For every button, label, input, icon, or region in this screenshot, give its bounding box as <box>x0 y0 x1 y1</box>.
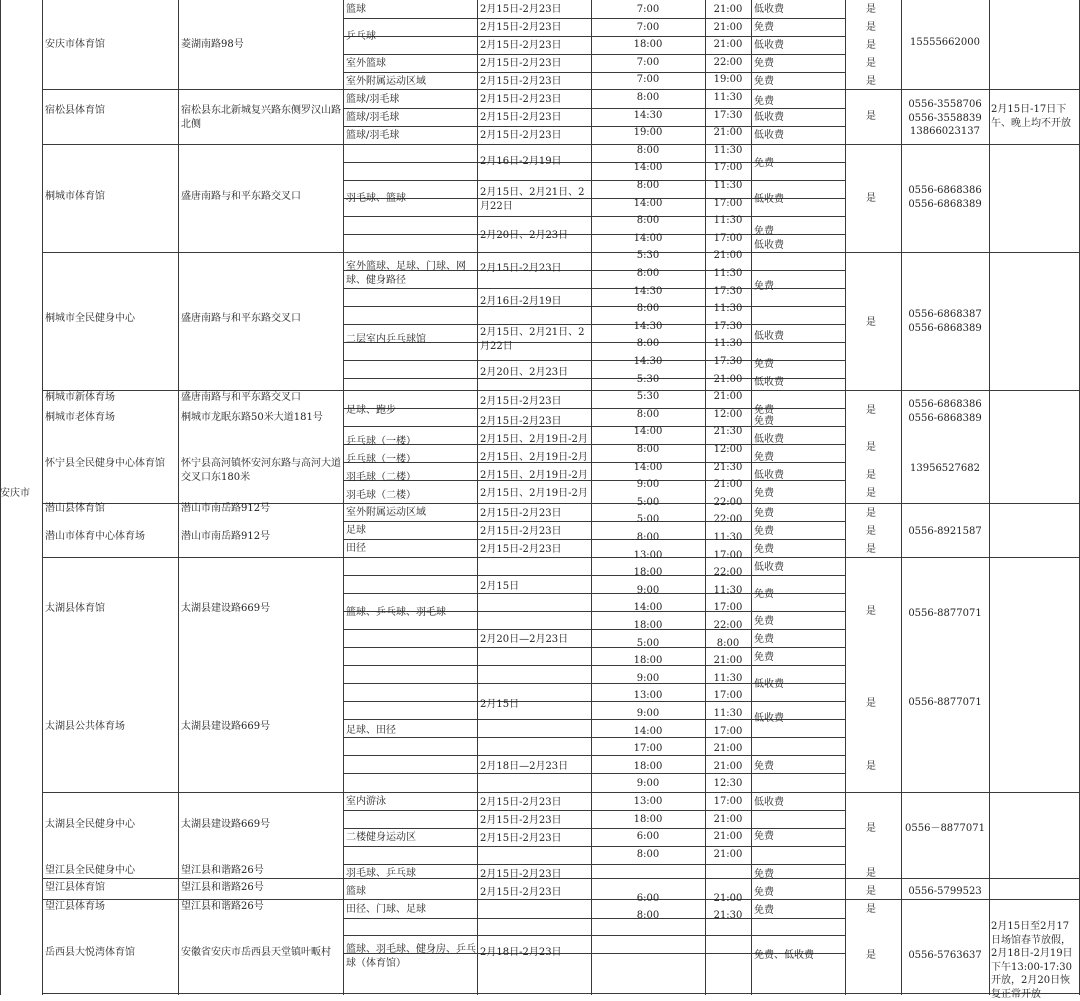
date-range: 2月20日、2月23日 <box>480 367 569 378</box>
fee-type: 低收费 <box>754 40 784 51</box>
open-time: 8:00 <box>636 92 660 103</box>
fee-type: 低收费 <box>754 4 784 15</box>
venue-phone: 0556-6868386 0556-6868389 <box>908 399 982 424</box>
close-time: 17:30 <box>713 356 743 367</box>
fee-type: 免费 <box>754 58 774 69</box>
grid-line <box>42 252 1080 253</box>
grid-line <box>343 810 845 811</box>
project-label: 羽毛球、篮球 <box>346 193 406 204</box>
venue-address: 潜山市南岳路912号 <box>181 531 271 542</box>
open-flag: 是 <box>866 508 876 519</box>
open-time: 14:00 <box>633 461 663 473</box>
venue-name: 太湖县全民健身中心 <box>45 819 135 830</box>
close-time: 17:00 <box>713 232 743 244</box>
close-time: 17:00 <box>713 602 743 614</box>
project-label: 室外附属运动区域 <box>346 76 426 87</box>
close-time: 17:00 <box>713 162 743 174</box>
open-time: 5:30 <box>636 391 660 403</box>
grid-line <box>989 0 990 995</box>
venue-note: 2月15日-17日下午、晚上均不开放 <box>991 104 1071 129</box>
date-range: 2月15日-2月23日 <box>480 4 562 15</box>
date-range: 2月15日、2月19日-2月 <box>480 434 588 445</box>
venue-phone: 0556－8877071 <box>905 823 985 834</box>
open-time: 8:00 <box>636 338 660 350</box>
open-flag: 是 <box>866 698 876 709</box>
date-range: 2月15日-2月23日 <box>480 869 562 880</box>
open-flag: 是 <box>866 40 876 51</box>
date-range: 2月15日-2月23日 <box>480 396 562 407</box>
project-label: 二楼健身运动区 <box>346 832 416 843</box>
date-range: 2月15日-2月23日 <box>480 833 562 844</box>
grid-line <box>42 792 1080 793</box>
open-time: 14:00 <box>633 725 663 737</box>
venue-phone: 0556-8877071 <box>908 697 982 708</box>
date-range: 2月15日-2月23日 <box>480 94 562 105</box>
fee-type: 免费 <box>754 652 774 663</box>
fee-type: 免费 <box>754 416 774 427</box>
grid-line <box>42 89 1080 90</box>
project-label: 乒乓球 <box>346 31 376 42</box>
date-range: 2月15日、2月19日-2月 <box>480 488 588 499</box>
date-range: 2月15日-2月23日 <box>480 544 562 555</box>
fee-type: 免费 <box>754 226 774 237</box>
open-time: 18:00 <box>633 813 663 825</box>
project-label: 乒乓球（一楼） <box>346 436 416 447</box>
project-label: 足球 <box>346 525 366 536</box>
fee-type: 低收费 <box>754 112 784 123</box>
venue-note: 2月15日至2月17日场馆春节放假，2月18日-2月19日下午13:00-17:30开放，2月20日恢复正常开放 <box>991 921 1073 1000</box>
close-time: 21:00 <box>713 813 743 825</box>
close-time: 21:00 <box>713 831 743 843</box>
fee-type: 免费 <box>754 869 774 880</box>
close-time: 17:30 <box>713 320 743 332</box>
project-label: 篮球、羽毛球、健身房、乒乓球（体育馆） <box>346 944 476 969</box>
project-label: 羽毛球、乒乓球 <box>346 868 416 879</box>
venue-name: 安庆市体育馆 <box>45 39 105 50</box>
venue-address: 盛唐南路与和平东路交叉口 <box>181 392 301 403</box>
project-label: 篮球/羽毛球 <box>346 94 400 105</box>
open-time: 14:00 <box>633 162 663 174</box>
fee-type: 免费 <box>754 589 774 600</box>
fee-type: 免费 <box>754 905 774 916</box>
close-time: 21:00 <box>713 760 743 772</box>
open-flag: 是 <box>866 544 876 555</box>
grid-line <box>901 0 902 995</box>
venue-address: 宿松县东北新城复兴路东侧罗汉山路北侧 <box>181 105 341 130</box>
date-range: 2月15日-2月23日 <box>480 887 562 898</box>
venue-name: 桐城市老体育场 <box>45 412 115 423</box>
fee-type: 低收费 <box>754 240 784 251</box>
grid-line <box>845 0 846 995</box>
date-range: 2月15日-2月23日 <box>480 40 562 51</box>
open-time: 5:00 <box>636 637 660 649</box>
close-time: 21:00 <box>713 391 743 403</box>
open-flag: 是 <box>866 488 876 499</box>
open-flag: 是 <box>866 58 876 69</box>
venue-address: 安徽省安庆市岳西县天堂镇叶畈村 <box>181 947 331 958</box>
fee-type: 免费 <box>754 526 774 537</box>
open-time: 8:00 <box>636 180 660 191</box>
project-label: 篮球、乒乓球、羽毛球 <box>346 607 446 618</box>
open-flag: 是 <box>866 823 876 834</box>
open-time: 5:30 <box>636 373 660 385</box>
venue-name: 太湖县公共体育场 <box>45 721 125 732</box>
venue-address: 菱湖南路98号 <box>181 39 244 50</box>
grid-line <box>343 935 845 936</box>
grid-line <box>343 828 845 829</box>
open-time: 5:30 <box>636 250 660 262</box>
date-range: 2月15日-2月23日 <box>480 112 562 123</box>
fee-type: 低收费 <box>754 679 784 690</box>
open-time: 14:00 <box>633 602 663 614</box>
close-time: 17:30 <box>713 109 743 121</box>
fee-type: 免费 <box>754 831 774 842</box>
close-time: 11:30 <box>713 215 743 227</box>
open-flag: 是 <box>866 470 876 481</box>
venue-name: 怀宁县全民健身中心体育馆 <box>45 458 165 469</box>
project-label: 足球、跑步 <box>346 405 396 416</box>
close-time: 17:00 <box>713 725 743 737</box>
open-time: 18:00 <box>633 620 663 631</box>
close-time: 21:00 <box>713 39 743 51</box>
venue-address: 太湖县建设路669号 <box>181 819 271 830</box>
grid-line <box>343 18 845 19</box>
close-time: 21:00 <box>713 373 743 385</box>
date-range: 2月15日-2月23日 <box>480 508 562 519</box>
close-time: 17:00 <box>713 796 743 807</box>
open-flag: 是 <box>866 22 876 33</box>
project-label: 田径 <box>346 543 366 554</box>
project-label: 二层室内乒乓球馆 <box>346 334 426 345</box>
close-time: 11:30 <box>713 144 743 156</box>
date-range: 2月15日-2月23日 <box>480 416 562 427</box>
close-time: 21:00 <box>713 21 743 33</box>
close-time: 11:30 <box>713 338 743 350</box>
fee-type: 免费 <box>754 488 774 499</box>
close-time: 21:00 <box>713 892 743 904</box>
date-range: 2月15日、2月21日、2月22日 <box>480 327 585 352</box>
date-range: 2月15日、2月19日-2月 <box>480 470 588 481</box>
fee-type: 免费 <box>754 508 774 519</box>
close-time: 12:30 <box>713 778 743 790</box>
close-time: 21:00 <box>713 250 743 262</box>
open-time: 7:00 <box>636 21 660 33</box>
project-label: 室外篮球 <box>346 58 386 69</box>
grid-line <box>42 144 1080 145</box>
fee-type: 免费 <box>754 544 774 555</box>
fee-type: 低收费 <box>754 562 784 573</box>
fee-type: 低收费 <box>754 130 784 141</box>
open-time: 7:00 <box>636 74 660 86</box>
project-label: 篮球 <box>346 886 366 897</box>
close-time: 11:30 <box>713 532 743 543</box>
open-flag: 是 <box>866 442 876 453</box>
venue-name: 桐城市新体育场 <box>45 392 115 403</box>
open-time: 14:00 <box>633 197 663 209</box>
fee-type: 免费、低收费 <box>754 950 814 961</box>
open-flag: 是 <box>866 761 876 772</box>
open-time: 6:00 <box>636 892 660 904</box>
open-flag: 是 <box>866 904 876 915</box>
venue-name: 桐城市体育馆 <box>45 191 105 202</box>
open-time: 8:00 <box>636 444 660 455</box>
fee-type: 低收费 <box>754 713 784 724</box>
open-time: 14:30 <box>633 320 663 332</box>
open-flag: 是 <box>866 193 876 204</box>
date-range: 2月15日-2月23日 <box>480 815 562 826</box>
open-time: 9:00 <box>636 708 660 719</box>
fee-type: 免费 <box>754 22 774 33</box>
open-time: 9:00 <box>636 584 660 596</box>
open-flag: 是 <box>866 526 876 537</box>
fee-type: 免费 <box>754 76 774 87</box>
fee-type: 低收费 <box>754 331 784 342</box>
venue-phone: 0556-3558706 0556-3558839 13866023137 <box>908 99 982 137</box>
open-time: 7:00 <box>636 56 660 68</box>
open-time: 8:00 <box>636 910 660 922</box>
open-time: 17:00 <box>633 743 663 755</box>
close-time: 17:00 <box>713 690 743 702</box>
project-label: 室外篮球、足球、门球、网球、健身路径 <box>346 261 466 286</box>
open-flag: 是 <box>866 4 876 15</box>
venue-address: 桐城市龙眠东路50米大道181号 <box>181 412 323 423</box>
venue-phone: 0556-5799523 <box>908 886 982 897</box>
venue-name: 太湖县体育馆 <box>45 603 105 614</box>
close-time: 21:00 <box>713 4 743 15</box>
close-time: 17:00 <box>713 197 743 209</box>
fee-type: 免费 <box>754 887 774 898</box>
close-time: 21:30 <box>713 461 743 473</box>
close-time: 21:00 <box>713 479 743 491</box>
date-range: 2月16日-2月19日 <box>480 296 562 307</box>
open-flag: 是 <box>866 606 876 617</box>
grid-line <box>42 0 43 995</box>
project-label: 乒乓球（一楼） <box>346 454 416 465</box>
open-time: 18:00 <box>633 655 663 667</box>
date-range: 2月15日、2月21日、2月22日 <box>480 187 585 212</box>
date-range: 2月15日-2月23日 <box>480 263 562 274</box>
date-range: 2月15日-2月23日 <box>480 76 562 87</box>
fee-type: 免费 <box>754 452 774 463</box>
venue-phone: 15555662000 <box>910 37 980 48</box>
fee-type: 低收费 <box>754 377 784 388</box>
date-range: 2月15日、2月19日-2月 <box>480 452 588 463</box>
city-label: 安庆市 <box>0 488 30 499</box>
close-time: 21:30 <box>713 426 743 438</box>
grid-line <box>42 993 1080 994</box>
open-flag: 是 <box>866 950 876 961</box>
project-label: 篮球 <box>346 4 366 15</box>
open-time: 14:30 <box>633 109 663 121</box>
venue-phone: 13956527682 <box>910 463 980 474</box>
close-time: 12:00 <box>713 444 743 455</box>
close-time: 11:30 <box>713 584 743 596</box>
venue-name: 望江县全民健身中心 <box>45 865 135 876</box>
open-time: 13:00 <box>633 796 663 807</box>
close-time: 11:30 <box>713 92 743 103</box>
close-time: 21:00 <box>713 848 743 860</box>
fee-type: 免费 <box>754 634 774 645</box>
open-time: 18:00 <box>633 760 663 772</box>
open-time: 8:00 <box>636 408 660 420</box>
venue-address: 盛唐南路与和平东路交叉口 <box>181 191 301 202</box>
close-time: 19:00 <box>713 74 743 86</box>
close-time: 11:30 <box>713 268 743 279</box>
date-range: 2月20日、2月23日 <box>480 230 569 241</box>
date-range: 2月15日-2月23日 <box>480 22 562 33</box>
open-time: 18:00 <box>633 39 663 51</box>
open-time: 14:30 <box>633 356 663 367</box>
close-time: 12:00 <box>713 408 743 420</box>
date-range: 2月15日 <box>480 699 520 710</box>
open-time: 5:00 <box>636 496 660 508</box>
open-time: 9:00 <box>636 778 660 790</box>
close-time: 22:00 <box>713 620 743 631</box>
project-label: 田径、门球、足球 <box>346 904 426 915</box>
close-time: 21:00 <box>713 655 743 667</box>
open-time: 13:00 <box>633 690 663 702</box>
close-time: 21:30 <box>713 910 743 922</box>
close-time: 8:00 <box>716 637 740 649</box>
venue-address: 太湖县建设路669号 <box>181 721 271 732</box>
close-time: 21:00 <box>713 743 743 755</box>
date-range: 2月15日-2月23日 <box>480 797 562 808</box>
venue-name: 潜山市体育中心体育场 <box>45 531 145 542</box>
fee-type: 免费 <box>754 96 774 107</box>
open-flag: 是 <box>866 111 876 122</box>
fee-type: 免费 <box>754 616 774 627</box>
venue-name: 望江县体育场 <box>45 901 105 912</box>
date-range: 2月18日-2月23日 <box>480 947 562 958</box>
venue-phone: 0556-6868386 0556-6868389 <box>908 185 982 210</box>
open-time: 6:00 <box>636 831 660 843</box>
fee-type: 免费 <box>754 158 774 169</box>
open-time: 14:00 <box>633 426 663 438</box>
fee-type: 免费 <box>754 281 774 292</box>
open-time: 19:00 <box>633 127 663 139</box>
venue-phone: 0556-5763637 <box>908 950 982 961</box>
close-time: 11:30 <box>713 180 743 191</box>
venue-phone: 0556-8921587 <box>908 526 982 537</box>
date-range: 2月15日 <box>480 581 520 592</box>
open-time: 13:00 <box>633 549 663 561</box>
fee-type: 免费 <box>754 761 774 772</box>
project-label: 篮球/羽毛球 <box>346 130 400 141</box>
venue-name: 宿松县体育馆 <box>45 105 105 116</box>
project-label: 足球、田径 <box>346 725 396 736</box>
open-time: 7:00 <box>636 4 660 15</box>
project-label: 羽毛球（二楼） <box>346 490 416 501</box>
venue-phone: 0556-8877071 <box>908 608 982 619</box>
venue-name: 望江县体育馆 <box>45 882 105 893</box>
venue-phone: 0556-6868387 0556-6868389 <box>908 309 982 334</box>
open-time: 9:00 <box>636 479 660 491</box>
open-flag: 是 <box>866 317 876 328</box>
open-time: 8:00 <box>636 848 660 860</box>
open-time: 9:00 <box>636 672 660 684</box>
close-time: 22:00 <box>713 567 743 579</box>
fee-type: 低收费 <box>754 434 784 445</box>
open-time: 14:00 <box>633 232 663 244</box>
open-time: 8:00 <box>636 532 660 543</box>
venue-address: 望江县和谐路26号 <box>181 882 264 893</box>
grid-line <box>343 864 845 865</box>
open-time: 5:00 <box>636 514 660 526</box>
date-range: 2月20日—2月23日 <box>480 634 569 645</box>
venue-name: 潜山县体育馆 <box>45 503 105 514</box>
open-time: 8:00 <box>636 303 660 315</box>
open-flag: 是 <box>866 76 876 87</box>
venue-name: 桐城市全民健身中心 <box>45 313 135 324</box>
close-time: 22:00 <box>713 56 743 68</box>
date-range: 2月18日—2月23日 <box>480 761 569 772</box>
date-range: 2月16日-2月19日 <box>480 156 562 167</box>
venue-address: 望江县和谐路26号 <box>181 865 264 876</box>
venue-address: 盛唐南路与和平东路交叉口 <box>181 313 301 324</box>
open-time: 14:30 <box>633 285 663 297</box>
date-range: 2月15日-2月23日 <box>480 130 562 141</box>
grid-line <box>178 0 179 995</box>
venue-name: 岳西县大悦湾体育馆 <box>45 947 135 958</box>
project-label: 篮球/羽毛球 <box>346 112 400 123</box>
fee-type: 低收费 <box>754 797 784 808</box>
date-range: 2月15日-2月23日 <box>480 58 562 69</box>
project-label: 羽毛球（二楼） <box>346 472 416 483</box>
open-time: 8:00 <box>636 215 660 227</box>
close-time: 11:30 <box>713 708 743 719</box>
project-label: 室内游泳 <box>346 796 386 807</box>
fee-type: 低收费 <box>754 470 784 481</box>
open-time: 8:00 <box>636 268 660 279</box>
close-time: 17:00 <box>713 549 743 561</box>
fee-type: 免费 <box>754 359 774 370</box>
fee-type: 低收费 <box>754 194 784 205</box>
close-time: 11:30 <box>713 303 743 315</box>
close-time: 21:00 <box>713 127 743 139</box>
venue-address: 太湖县建设路669号 <box>181 603 271 614</box>
venue-address: 潜山市南岳路912号 <box>181 503 271 514</box>
close-time: 17:30 <box>713 285 743 297</box>
grid-line <box>42 557 1080 558</box>
venue-address: 怀宁县高河镇怀安河东路与高河大道交叉口东180米 <box>181 458 341 483</box>
open-flag: 是 <box>866 405 876 416</box>
open-flag: 是 <box>866 886 876 897</box>
close-time: 22:00 <box>713 496 743 508</box>
close-time: 11:30 <box>713 672 743 684</box>
fee-type: 免费 <box>754 405 774 416</box>
project-label: 室外附属运动区域 <box>346 507 426 518</box>
date-range: 2月15日-2月23日 <box>480 526 562 537</box>
open-time: 18:00 <box>633 567 663 579</box>
close-time: 22:00 <box>713 514 743 526</box>
venue-address: 望江县和谐路26号 <box>181 901 264 912</box>
open-time: 8:00 <box>636 144 660 156</box>
open-flag: 是 <box>866 868 876 879</box>
